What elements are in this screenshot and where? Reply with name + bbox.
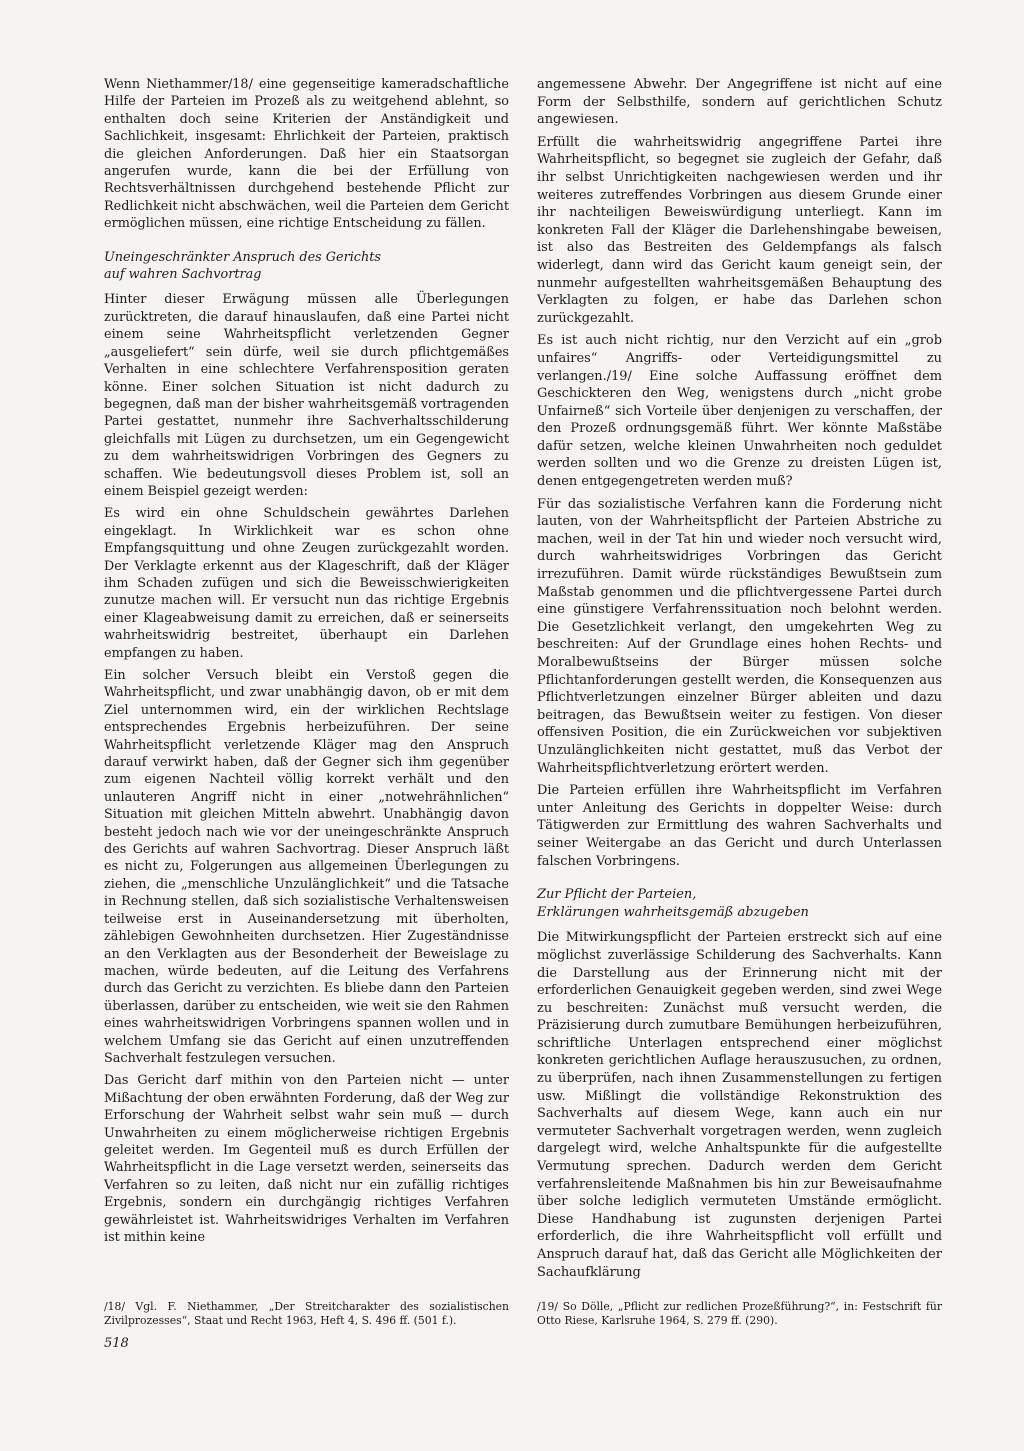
section-heading: [537, 886, 942, 921]
paragraph: Es wird ein ohne Schuldschein gewährtes Darlehen eingeklagt. In Wirklichkeit war es schon ohne Empfangsquittung und ohne Zeugen zurückgezahlt worden. Der Verklagte erkennt aus der Klageschrift, daß der Kläger ihm Schaden zufügen und sich die Beweisschwierigkeiten zunutze machen will. Er versucht nun das richtige Ergebnis einer Klageabweisung damit zu erreichen, daß er seinerseits wahrheitswidrig bestreitet, überhaupt ein Darlehen empfangen zu haben.: [104, 506, 509, 661]
left-column: [104, 76, 509, 1251]
heading-line: Uneingeschränkter Anspruch des Gerichts: [104, 249, 381, 265]
footnote-19: /19/ So Dölle, „Pflicht zur redlichen Prozeßführung?“, in: Festschrift für Otto Riese, Karlsruhe 1964, S. 279 ff. (290).: [537, 1300, 942, 1327]
paragraph: Für das sozialistische Verfahren kann die Forderung nicht lauten, von der Wahrheitspflicht der Parteien Abstriche zu machen, weil in der Tat hin und wieder noch versucht wird, durch wahrheitswidriges Vorbringen das Gericht irrezuführen. Damit würde rückständiges Bewußtsein zum Maßstab genommen und die pflichtvergessene Partei durch eine günstigere Verfahrenssituation noch belohnt werden. Die Gesetzlichkeit verlangt, den umgekehrten Weg zu beschreiten: Auf der Grundlage eines hohen Rechts- und Moralbewußtseins der Bürger müssen solche Pflichtanforderungen gestellt werden, die Konsequenzen aus Pflichtverletzungen einzelner Bürger ableiten und dazu beitragen, das Bewußtsein weiter zu festigen. Von dieser offensiven Position, die ein Zurückweichen vor subjektiven Unzulänglichkeiten nicht gestattet, muß das Verbot der Wahrheitspflichtverletzung erörtert werden.: [537, 496, 942, 776]
right-column: [537, 76, 942, 1286]
paragraph: Es ist auch nicht richtig, nur den Verzicht auf ein „grob unfaires“ Angriffs- oder Verteidigungsmittel zu verlangen./19/ Eine solche Auffassung eröffnet dem Geschickteren den Weg, wenigstens durch „nicht grobe Unfairneß“ sich Vorteile über denjenigen zu verschaffen, der den Prozeß ordnungsgemäß führt. Wer könnte Maßstäbe dafür setzen, welche kleinen Unwahrheiten noch geduldet werden sollten und wo die Grenze zu dreisten Lügen ist, denen entgegengetreten werden muß?: [537, 333, 942, 490]
section-heading: [104, 249, 509, 284]
paragraph: Die Parteien erfüllen ihre Wahrheitspflicht im Verfahren unter Anleitung des Gerichts in doppelter Weise: durch Tätigwerden zur Ermittlung des wahren Sachverhalts und seiner Weitergabe an das Gericht und durch Unterlassen falschen Vorbringens.: [537, 783, 942, 869]
heading-line: Erklärungen wahrheitsgemäß abzugeben: [537, 904, 809, 920]
page-number: 518: [104, 1336, 129, 1351]
heading-line: Zur Pflicht der Parteien,: [537, 887, 697, 903]
heading-line: auf wahren Sachvortrag: [104, 267, 262, 283]
paragraph: Die Mitwirkungspflicht der Parteien erstreckt sich auf eine möglichst zuverlässige Schilderung des Sachverhalts. Kann die Darstellung aus der Erinnerung nicht mit der erforderlichen Genauigkeit gegeben werden, sind zwei Wege zu beschreiten: Zunächst muß versucht werden, die Präzisierung durch zumutbare Bemühungen herbeizuführen, schriftliche Unterlagen entsprechend einer möglichst konkreten gerichtlichen Auflage herauszusuchen, zu ordnen, zu überprüfen, nach ihnen Zusammenstellungen zu fertigen usw. Mißlingt die vollständige Rekonstruktion des Sachverhalts auf diesem Wege, kann auch ein nur vermuteter Sachverhalt vorgetragen werden, wenn zugleich dargelegt wird, welche Anhaltspunkte für die aufgestellte Vermutung sprechen. Dadurch werden dem Gericht verfahrensleitende Maßnahmen bis hin zur Beweisaufnahme über solche lediglich vermuteten Umstände ermöglicht. Diese Handhabung ist zugunsten derjenigen Partei erforderlich, die ihre Wahrheitspflicht voll erfüllt und Anspruch darauf hat, daß das Gericht alle Möglichkeiten der Sachaufklärung: [537, 930, 942, 1280]
paragraph: Erfüllt die wahrheitswidrig angegriffene Partei ihre Wahrheitspflicht, so begegnet sie zugleich der Gefahr, daß ihr selbst Unrichtigkeiten nachgewiesen werden und ihr weiteres zutreffendes Vorbringen aus diesem Grunde einer ihr nachteiligen Beweiswürdigung unterliegt. Kann im konkreten Fall der Kläger die Darlehenshingabe beweisen, ist also das Bestreiten des Geldempfangs als falsch widerlegt, dann wird das Gericht kaum geneigt sein, der nunmehr aufgestellten wahrheitsgemäßen Behauptung des Verklagten zu folgen, er habe das Darlehen schon zurückgezahlt.: [537, 134, 942, 326]
footnote-18: /18/ Vgl. F. Niethammer, „Der Streitcharakter des sozialistischen Zivilprozesses“, Staat und Recht 1963, Heft 4, S. 496 ff. (501 f.).: [104, 1300, 509, 1327]
paragraph: Wenn Niethammer/18/ eine gegenseitige kameradschaftliche Hilfe der Parteien im Prozeß als zu weitgehend ablehnt, so enthalten doch seine Kriterien der Anständigkeit und Sachlichkeit, insgesamt: Ehrlichkeit der Parteien, praktisch die gleichen Anforderungen. Daß hier ein Staatsorgan angerufen wurde, kann die bei der Erfüllung von Rechtsverhältnissen durchgehend bestehende Pflicht zur Redlichkeit nicht abschwächen, weil die Parteien dem Gericht ermöglichen müssen, eine richtige Entscheidung zu fällen.: [104, 77, 509, 232]
paragraph: angemessene Abwehr. Der Angegriffene ist nicht auf eine Form der Selbsthilfe, sondern auf gerichtlichen Schutz angewiesen.: [537, 77, 942, 128]
paragraph: Ein solcher Versuch bleibt ein Verstoß gegen die Wahrheitspflicht, und zwar unabhängig davon, ob er mit dem Ziel unternommen wird, ein der wirklichen Rechtslage entsprechendes Ergebnis herbeizuführen. Der seine Wahrheitspflicht verletzende Kläger mag den Anspruch darauf verwirkt haben, daß der Gegner sich ihm gegenüber zum eigenen Nachteil völlig korrekt verhält und den unlauteren Angriff nicht in einer „notwehrähnlichen“ Situation mit gleichen Mitteln abwehrt. Unabhängig davon besteht jedoch nach wie vor der uneingeschränkte Anspruch des Gerichts auf wahren Sachvortrag. Dieser Anspruch läßt es nicht zu, Folgerungen aus allgemeinen Überlegungen zu ziehen, die „menschliche Unzulänglichkeit“ und die Tatsache in Rechnung stellen, daß sich sozialistische Verhaltensweisen teilweise erst in Auseinandersetzung mit überholten, zählebigen Gewohnheiten durchsetzen. Hier Zugeständnisse an den Verklagten aus der Besonderheit der Beweislage zu machen, würde bedeuten, auf die Leitung des Verfahrens durch das Gericht zu verzichten. Es bliebe dann den Parteien überlassen, darüber zu entscheiden, wie weit sie den Rahmen eines wahrheitswidrigen Vorbringens spannen wollen und in welchem Umfang sie das Gericht auf einen unzutreffenden Sachverhalt festzulegen versuchen.: [104, 668, 509, 1066]
paragraph: Hinter dieser Erwägung müssen alle Überlegungen zurücktreten, die darauf hinauslaufen, daß eine Partei nicht einem seine Wahrheitspflicht verletzenden Gegner „ausgeliefert“ sein dürfe, weil sie durch pflichtgemäßes Verhalten in eine schlechtere Verfahrensposition geraten könne. Einer solchen Situation ist nicht dadurch zu begegnen, daß man der bisher wahrheitsgemäß vortragenden Partei gestattet, nunmehr ihre Sachverhaltsschilderung gleichfalls mit Lügen zu durchsetzen, um ein Gegengewicht zu dem wahrheitswidrigen Vorbringen des Gegners zu schaffen. Wie bedeutungsvoll dieses Problem ist, soll an einem Beispiel gezeigt werden:: [104, 292, 509, 499]
paragraph: Das Gericht darf mithin von den Parteien nicht — unter Mißachtung der oben erwähnten Forderung, daß der Weg zur Erforschung der Wahrheit selbst wahr sein muß — durch Unwahrheiten zu einem möglicherweise richtigen Ergebnis geleitet werden. Im Gegenteil muß es durch Erfüllen der Wahrheitspflicht in die Lage versetzt werden, seinerseits das Verfahren so zu leiten, daß nicht nur ein zufällig richtiges Ergebnis, sondern ein durchgängig richtiges Verfahren gewährleistet ist. Wahrheitswidriges Verhalten im Verfahren ist mithin keine: [104, 1073, 509, 1245]
